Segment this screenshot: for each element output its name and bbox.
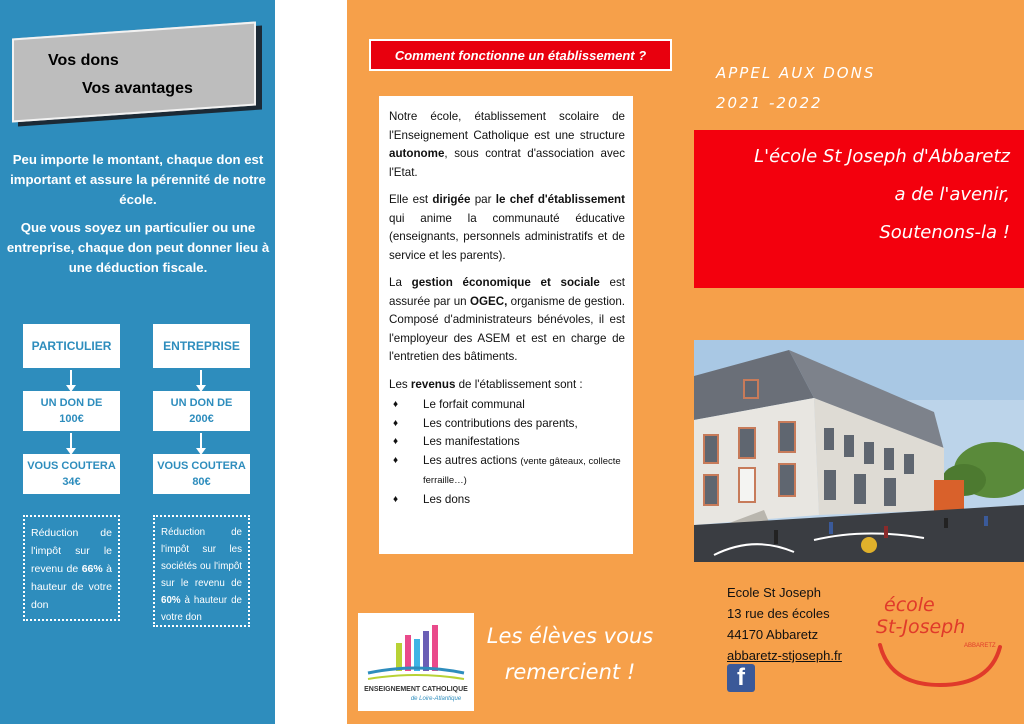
- p2-b: dirigée: [432, 193, 471, 206]
- entreprise-note-pre: Réduction de l'impôt sur les sociétés ou l'impôt sur le revenu de: [161, 527, 242, 589]
- logo-text-2: de Loire-Atlantique: [410, 696, 462, 702]
- particulier-cost-box: [23, 454, 120, 494]
- particulier-cost-label: VOUS COUTERA: [27, 460, 116, 472]
- p3-b: gestion économique et sociale: [411, 276, 600, 289]
- logo-graphic: [358, 613, 474, 711]
- intro-text: [6, 150, 270, 286]
- p3-c: est assurée par un: [389, 276, 626, 308]
- p1-b: autonome: [389, 147, 445, 160]
- entreprise-cost-value: 80€: [192, 476, 211, 488]
- banner-title-2: Vos avantages: [82, 80, 193, 97]
- entreprise-don-label: UN DON DE: [170, 397, 233, 409]
- p2-e: qui anime la communauté éducative (enseignants, personnels administratifs et de service et les parents).: [389, 211, 625, 262]
- logo-text-1: ENSEIGNEMENT CATHOLIQUE: [364, 686, 468, 693]
- appel-line-2: 2021 -2022: [716, 94, 823, 112]
- list-item: ♦ Les dons: [389, 491, 625, 510]
- website-link[interactable]: abbaretz-stjoseph.fr: [727, 648, 842, 663]
- how-it-works-text: [379, 96, 633, 554]
- entreprise-note-pct: 60%: [161, 595, 181, 606]
- entreprise-note: [153, 515, 250, 627]
- fold-gap: [275, 0, 347, 724]
- address-city: 44170 Abbaretz: [727, 627, 819, 642]
- revenus-autres: Les autres actions: [423, 453, 518, 467]
- intro-paragraph-1: Peu importe le montant, chaque don est important et assure la pérennité de notre école.: [10, 152, 266, 207]
- enseignement-catholique-logo: [358, 613, 474, 711]
- slogan-line-2: a de l'avenir,: [894, 184, 1010, 205]
- paragraph-revenus: [389, 376, 625, 395]
- p1-a: Notre école, établissement scolaire de l'Enseignement Catholique est une structure: [389, 110, 625, 142]
- list-item: ♦ Le forfait communal: [389, 396, 625, 415]
- logo-line-1: école: [884, 594, 935, 616]
- school-address: [727, 582, 842, 666]
- arrow-icon: [70, 433, 72, 449]
- p3-a: La: [389, 276, 412, 289]
- entreprise-heading: ENTREPRISE: [153, 324, 250, 368]
- appel-line-1: APPEL AUX DONS: [716, 64, 876, 82]
- intro-paragraph-2: Que vous soyez un particulier ou une entreprise, chaque don peut donner lieu à une déduction fiscale.: [6, 220, 270, 275]
- left-panel: [0, 0, 275, 724]
- school-photo: [694, 340, 1024, 562]
- paragraph-gestion: [389, 274, 625, 367]
- ecole-st-joseph-logo: [870, 585, 1015, 695]
- paragraph-direction: [389, 191, 625, 265]
- school-building-illustration: [694, 340, 1024, 562]
- arrow-icon: [200, 370, 202, 386]
- appel-title: [716, 58, 875, 118]
- particulier-note-post: à hauteur de votre don: [31, 563, 112, 611]
- arrow-icon: [200, 433, 202, 449]
- p2-d: le chef d'établissement: [495, 193, 625, 206]
- thanks-message: [480, 618, 660, 690]
- slogan-box: [694, 130, 1024, 288]
- p4-b: revenus: [410, 377, 456, 391]
- slogan-line-3: Soutenons-la !: [879, 222, 1010, 243]
- address-street: 13 rue des écoles: [727, 606, 830, 621]
- thanks-line-1: Les élèves vous: [486, 624, 654, 648]
- revenus-list: [389, 396, 625, 509]
- logo-line-2: St-Joseph: [876, 616, 966, 638]
- entreprise-cost-box: [153, 454, 250, 494]
- p4-c: de l'établissement sont :: [455, 377, 583, 391]
- p2-c: par: [470, 193, 496, 206]
- arrow-icon: [70, 370, 72, 386]
- school-logo-graphic: [870, 585, 1015, 695]
- p3-e: organisme de gestion. Composé d'administrateurs bénévoles, il est l'employeur des ASEM et est en charge de l'entretien des bâtiments.: [389, 294, 626, 363]
- banner: [12, 21, 256, 122]
- particulier-don-box: [23, 391, 120, 431]
- list-item: ♦ Les contributions des parents,: [389, 415, 625, 434]
- slogan-line-1: L'école St Joseph d'Abbaretz: [754, 146, 1010, 167]
- paragraph-autonomie: [389, 108, 625, 182]
- p4-a: Les: [389, 377, 411, 391]
- particulier-note: [23, 515, 120, 621]
- thanks-line-2: remercient !: [504, 660, 636, 684]
- logo-line-3: ABBARETZ: [964, 643, 996, 649]
- entreprise-don-value: 200€: [189, 413, 214, 425]
- p1-c: , sous contrat d'association avec l'Etat.: [389, 147, 625, 179]
- revenus-autres-detail: (vente gâteaux, collecte ferraille…): [423, 455, 621, 486]
- banner-title-1: Vos dons: [48, 52, 119, 69]
- particulier-note-pct: 66%: [81, 563, 103, 575]
- p2-a: Elle est: [389, 193, 433, 206]
- particulier-don-label: UN DON DE: [40, 397, 103, 409]
- list-item: [389, 452, 625, 491]
- address-name: Ecole St Joseph: [727, 585, 821, 600]
- particulier-cost-value: 34€: [62, 476, 81, 488]
- list-item: ♦ Les manifestations: [389, 433, 625, 452]
- how-it-works-header: Comment fonctionne un établissement ?: [369, 39, 672, 71]
- entreprise-note-post: à hauteur de votre don: [161, 595, 242, 623]
- particulier-don-value: 100€: [59, 413, 84, 425]
- entreprise-cost-label: VOUS COUTERA: [157, 460, 246, 472]
- p3-d: OGEC,: [469, 294, 508, 308]
- entreprise-don-box: [153, 391, 250, 431]
- facebook-icon[interactable]: f: [727, 664, 755, 692]
- particulier-heading: PARTICULIER: [23, 324, 120, 368]
- particulier-note-pre: Réduction de l'impôt sur le revenu de: [31, 527, 112, 575]
